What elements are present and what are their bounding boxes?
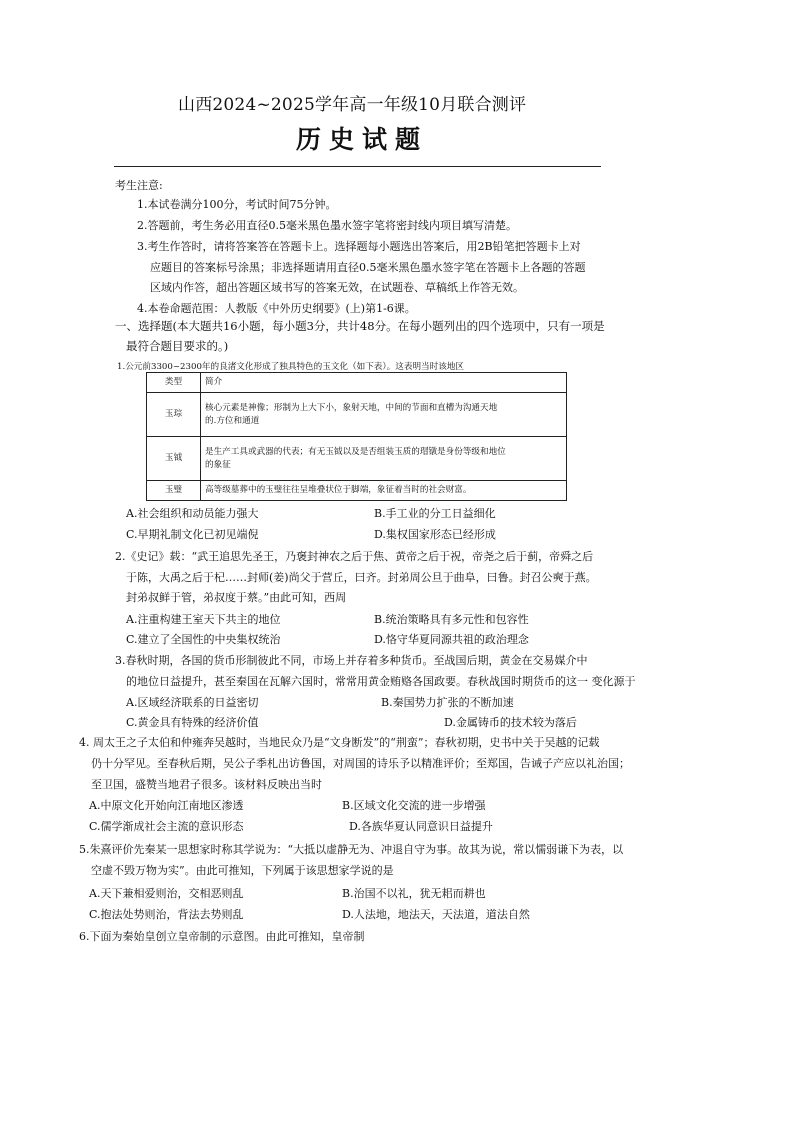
header-rule	[114, 166, 601, 167]
question-3-stem: 3.春秋时期，各国的货币形制彼此不同，市场上并存着多种货币。至战国后期，黄金在交易媒介中	[115, 654, 588, 667]
q1-option-c: C.早期礼制文化已初见端倪	[126, 528, 259, 541]
notice-item: 2.答题前，考生务必用直径0.5毫米黑色墨水签字笔将密封线内项目填写清楚。	[137, 219, 517, 232]
q1-option-d: D.集权国家形态已经形成	[374, 528, 496, 541]
jade-culture-table	[146, 372, 567, 501]
notice-item: 应题目的答案标号涂黑；非选择题请用直径0.5毫米黑色墨水签字笔在答题卡上各题的答题	[150, 261, 586, 274]
question-3-stem-cont: 的地位日益提升，甚至秦国在瓦解六国时，常常用黄金贿赂各国政要。春秋战国时期货币的这一 变化源于	[126, 675, 636, 688]
table-row	[147, 437, 567, 481]
table-cell-type: 玉璧	[147, 481, 201, 501]
q3-option-d: D.金属铸币的技术较为落后	[444, 716, 577, 729]
notice-item: 区域内作答，超出答题区域书写的答案无效，在试题卷、草稿纸上作答无效。	[150, 281, 524, 294]
question-2-stem-cont: 封弟叔鲜于管，弟叔度于蔡。”由此可知，西周	[126, 591, 347, 604]
q3-option-a: A.区域经济联系的日益密切	[126, 696, 259, 709]
q5-option-b: B.治国不以礼，犹无耜而耕也	[342, 887, 486, 900]
question-4-stem-cont: 仍十分罕见。至春秋后期，吴公子季札出访鲁国，对周国的诗乐予以精准评价；至郑国，告诫子产应以礼治国；	[91, 757, 630, 770]
q5-option-c: C.抱法处势则治，背法去势则乱	[89, 908, 244, 921]
q2-option-b: B.统治策略具有多元性和包容性	[374, 613, 529, 626]
section-heading-cont: 最符合题目要求的。)	[126, 339, 229, 353]
table-cell-type: 玉钺	[147, 437, 201, 481]
q4-option-c: C.儒学渐成社会主流的意识形态	[89, 820, 244, 833]
exam-title: 历史试题	[296, 125, 429, 154]
exam-subtitle: 山西2024~2025学年高一年级10月联合测评	[178, 95, 527, 115]
question-2-stem-cont: 于陈，大禹之后于杞……封师(姜)尚父于营丘，曰齐。封弟周公旦于曲阜，曰鲁。封召公奭于燕。	[126, 571, 597, 584]
notice-item: 3.考生作答时，请将答案答在答题卡上。选择题每小题选出答案后，用2B铅笔把答题卡上对	[137, 240, 581, 253]
q2-option-c: C.建立了全国性的中央集权统治	[126, 633, 281, 646]
table-cell-desc: 高等级墓葬中的玉璧往往呈堆叠状位于脚端，象征着当时的社会财富。	[201, 481, 567, 501]
q3-option-c: C.黄金具有特殊的经济价值	[126, 716, 259, 729]
table-row	[147, 393, 567, 437]
table-header-type: 类型	[147, 373, 201, 393]
table-cell-desc: 核心元素是神像；形制为上大下小，象射天地，中间的节面和直槽为沟通天地 的.方位和通道	[201, 393, 567, 437]
question-6-stem: 6.下面为秦始皇创立皇帝制的示意图。由此可推知，皇帝制	[79, 930, 365, 943]
table-header-desc: 简介	[201, 373, 567, 393]
q2-option-a: A.注重构建王室天下共主的地位	[126, 613, 281, 626]
q5-option-a: A.天下兼相爱则治，交相恶则乱	[89, 887, 244, 900]
table-row	[147, 481, 567, 501]
question-4-stem: 4. 周太王之子太伯和仲雍奔吴越时，当地民众乃是“文身断发”的“荆蛮”；春秋初期，史书中关于吴越的记载	[79, 736, 600, 749]
q2-option-d: D.恪守华夏同源共祖的政治理念	[374, 633, 529, 646]
q5-option-d: D.人法地，地法天，天法道，道法自然	[342, 908, 530, 921]
question-4-stem-cont: 至卫国，盛赞当地君子很多。该材料反映出当时	[91, 778, 322, 791]
q4-option-a: A.中原文化开始向江南地区渗透	[89, 799, 244, 812]
q4-option-d: D.各族华夏认同意识日益提升	[349, 820, 493, 833]
question-2-stem: 2.《史记》载：“武王追思先圣王，乃褒封神农之后于焦、黄帝之后于祝，帝尧之后于蓟，帝舜之后	[115, 550, 594, 563]
question-5-stem-cont: 空虚不毁万物为实”。由此可推知，下列属于该思想家学说的是	[91, 864, 394, 877]
question-1-stem: 1.公元前3300~2300年的良渚文化形成了独具特色的玉文化（如下表）。这表明当时该地区	[117, 362, 465, 372]
section-heading: 一、选择题(本大题共16小题，每小题3分，共计48分。在每小题列出的四个选项中，只有一项是	[115, 319, 605, 333]
table-cell-desc: 是生产工具或武器的代表；有无玉钺以及是否组装玉质的瑁镦是身份等级和地位 的象征	[201, 437, 567, 481]
question-5-stem: 5.朱熹评价先秦某一思想家时称其学说为：“大抵以虚静无为、冲退自守为事。故其为说，常以懦弱谦下为表，以	[79, 843, 624, 856]
table-cell-type: 玉琮	[147, 393, 201, 437]
q1-option-a: A.社会组织和动员能力强大	[126, 507, 259, 520]
notice-heading: 考生注意:	[115, 179, 163, 192]
q1-option-b: B.手工业的分工日益细化	[374, 507, 496, 520]
notice-item: 4.本卷命题范围：人教版《中外历史纲要》(上)第1-6课。	[137, 302, 416, 315]
q4-option-b: B.区域文化交流的进一步增强	[342, 799, 486, 812]
q3-option-b: B.秦国势力扩张的不断加速	[381, 696, 514, 709]
notice-item: 1.本试卷满分100分，考试时间75分钟。	[137, 198, 337, 211]
